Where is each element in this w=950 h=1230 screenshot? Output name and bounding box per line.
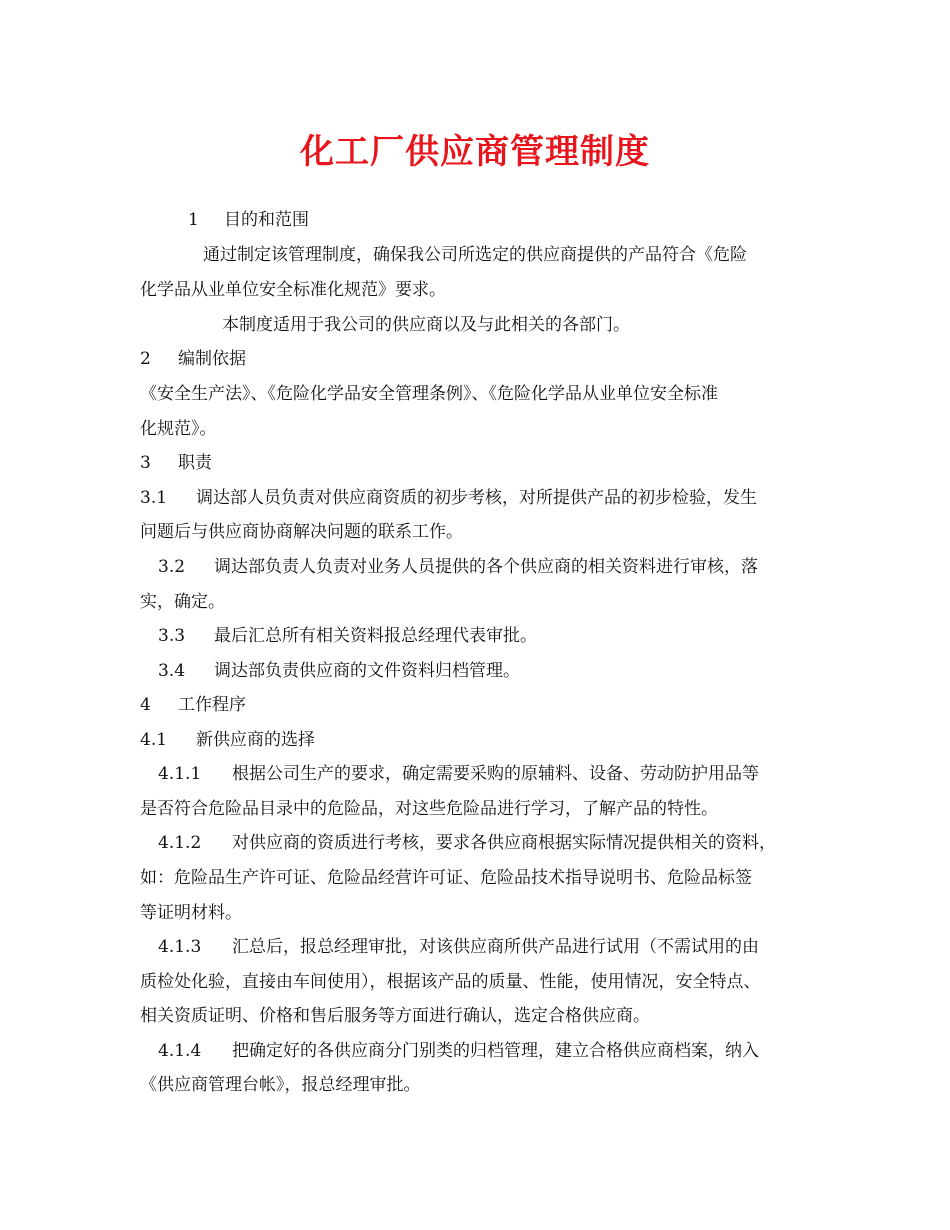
section-heading <box>188 209 309 231</box>
clause-line <box>158 832 776 854</box>
section-title: 职责 <box>178 453 212 473</box>
paragraph-line: 相关资质证明、价格和售后服务等方面进行确认，选定合格供应商。 <box>140 1006 650 1026</box>
paragraph-line: 《供应商管理台帐》，报总经理审批。 <box>140 1075 421 1095</box>
clause-line <box>140 487 757 509</box>
clause-number: 3.2 <box>158 557 186 577</box>
clause-text: 调达部人员负责对供应商资质的初步考核，对所提供产品的初步检验，发生 <box>196 488 757 508</box>
section-heading <box>140 348 246 370</box>
clause-line <box>158 556 758 578</box>
clause-text: 根据公司生产的要求，确定需要采购的原辅料、设备、劳动防护用品等 <box>232 764 759 784</box>
clause-number: 4.1 <box>140 730 168 750</box>
clause-line <box>158 660 520 682</box>
paragraph-line: 实，确定。 <box>140 592 225 612</box>
section-title: 目的和范围 <box>224 210 309 230</box>
section-number: 1 <box>188 210 199 230</box>
document-title: 化工厂供应商管理制度 <box>300 132 650 172</box>
clause-number: 3.4 <box>158 661 186 681</box>
clause-text: 调达部负责人负责对业务人员提供的各个供应商的相关资料进行审核，落 <box>214 557 758 577</box>
section-heading <box>140 694 246 716</box>
clause-text: 调达部负责供应商的文件资料归档管理。 <box>214 661 520 681</box>
clause-number: 4.1.2 <box>158 833 202 853</box>
clause-text: 把确定好的各供应商分门别类的归档管理，建立合格供应商档案，纳入 <box>232 1041 759 1061</box>
clause-text: 对供应商的资质进行考核，要求各供应商根据实际情况提供相关的资料， <box>232 833 776 853</box>
paragraph-line: 《安全生产法》、《危险化学品安全管理条例》、《危险化学品从业单位安全标准 <box>140 384 718 404</box>
clause-text: 汇总后，报总经理审批，对该供应商所供产品进行试用（不需试用的由 <box>232 937 759 957</box>
section-heading <box>140 452 212 474</box>
clause-line <box>158 625 537 647</box>
clause-number: 4.1.3 <box>158 937 202 957</box>
section-number: 2 <box>140 349 151 369</box>
paragraph-line: 问题后与供应商协商解决问题的联系工作。 <box>140 522 463 542</box>
section-number: 3 <box>140 453 151 473</box>
paragraph-line: 化学品从业单位安全标准化规范》要求。 <box>140 280 446 300</box>
paragraph-line: 如：危险品生产许可证、危险品经营许可证、危险品技术指导说明书、危险品标签 <box>140 868 752 888</box>
clause-number: 4.1.4 <box>158 1041 202 1061</box>
paragraph-line: 等证明材料。 <box>140 903 242 923</box>
paragraph-line: 化规范》。 <box>140 419 217 439</box>
clause-text: 最后汇总所有相关资料报总经理代表审批。 <box>214 626 537 646</box>
paragraph-line: 通过制定该管理制度，确保我公司所选定的供应商提供的产品符合《危险 <box>203 245 747 265</box>
paragraph-line: 质检处化验，直接由车间使用），根据该产品的质量、性能，使用情况，安全特点、 <box>140 972 761 992</box>
section-title: 工作程序 <box>178 695 246 715</box>
clause-number: 3.1 <box>140 488 168 508</box>
clause-number: 4.1.1 <box>158 764 202 784</box>
clause-number: 3.3 <box>158 626 186 646</box>
paragraph-line: 本制度适用于我公司的供应商以及与此相关的各部门。 <box>222 315 630 335</box>
clause-line <box>140 729 315 751</box>
paragraph-line: 是否符合危险品目录中的危险品，对这些危险品进行学习，了解产品的特性。 <box>140 799 718 819</box>
clause-line <box>158 1040 759 1062</box>
section-title: 编制依据 <box>178 349 246 369</box>
clause-text: 新供应商的选择 <box>196 730 315 750</box>
clause-line <box>158 936 759 958</box>
clause-line <box>158 763 759 785</box>
section-number: 4 <box>140 695 151 715</box>
